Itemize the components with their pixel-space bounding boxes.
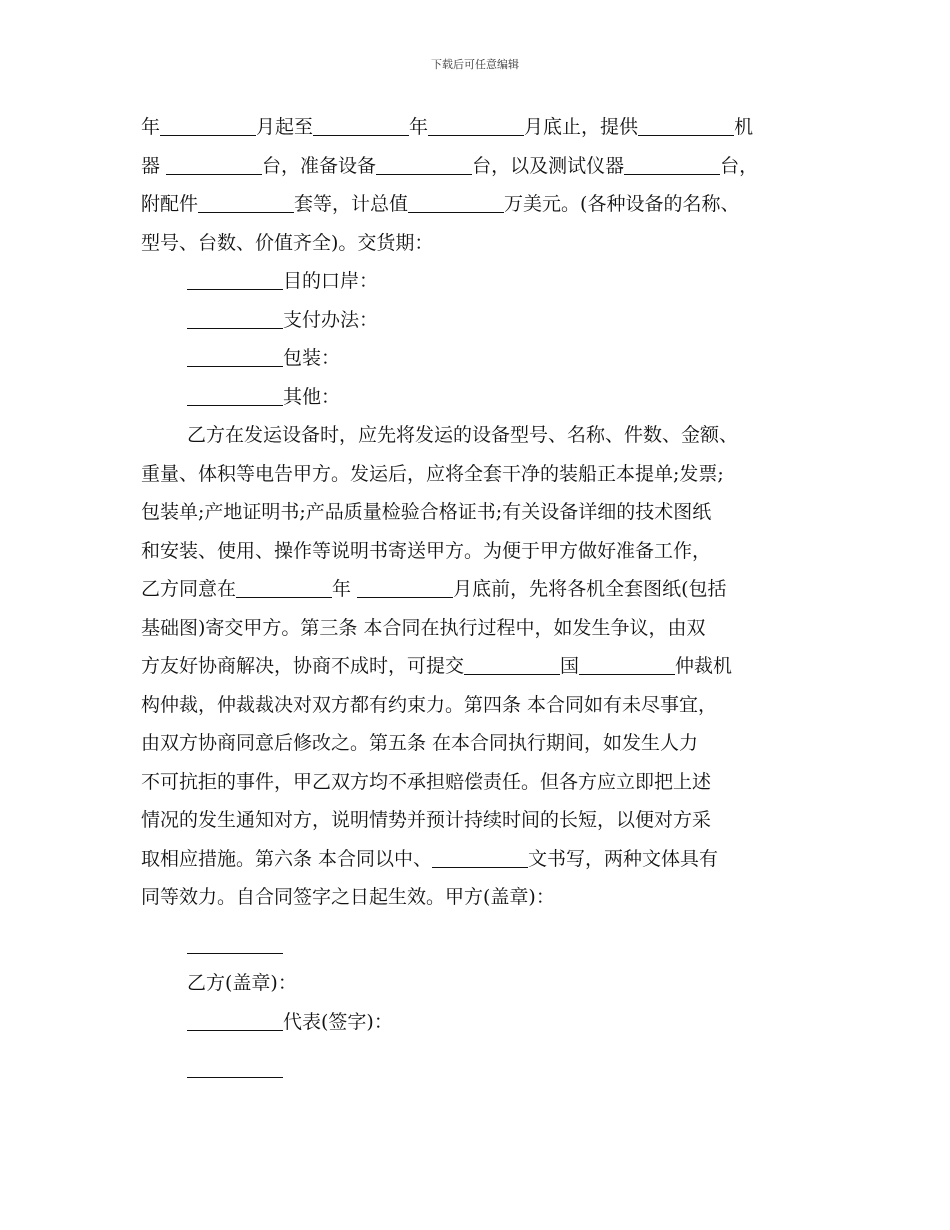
text-line: 乙方在发运设备时，应先将发运的设备型号、名称、件数、金额、 bbox=[187, 424, 739, 446]
fill-in-blank bbox=[638, 134, 734, 136]
text-line: 型号、台数、价值齐全)。交货期： bbox=[141, 231, 434, 254]
text-line: 支付办法： bbox=[141, 301, 809, 340]
text-line: 基础图)寄交甲方。第三条 本合同在执行过程中，如发生争议，由双 bbox=[141, 616, 706, 639]
text-line: 代表(签字)： bbox=[141, 1003, 809, 1042]
fill-in-blank bbox=[428, 134, 524, 136]
fill-in-blank bbox=[166, 173, 262, 175]
fill-in-blank bbox=[579, 673, 675, 675]
text-line: 和安装、使用、操作等说明书寄送甲方。为便于甲方做好准备工作， bbox=[141, 539, 712, 562]
text-line: 目的口岸： bbox=[141, 262, 809, 301]
text-line: 其他： bbox=[141, 378, 809, 417]
fill-in-blank bbox=[236, 596, 332, 598]
fill-in-blank bbox=[187, 952, 283, 954]
fill-in-blank bbox=[187, 404, 283, 406]
text-line: 乙方同意在 年 月底前，先将各机全套图纸(包括 bbox=[141, 578, 727, 600]
text-line: 重量、体积等电告甲方。发运后，应将全套干净的装船正本提单;发票; bbox=[141, 462, 724, 485]
fill-in-blank bbox=[187, 288, 283, 290]
text-line: 取相应措施。第六条 本合同以中、 文书写，两种文体具有 bbox=[141, 847, 719, 870]
fill-in-blank bbox=[624, 173, 720, 175]
spacer bbox=[141, 1041, 809, 1050]
text-line bbox=[141, 1050, 809, 1089]
text-line: 不可抗拒的事件，甲乙双方均不承担赔偿责任。但各方应立即把上述 bbox=[141, 770, 712, 793]
text-line: 年 月起至 年 月底止，提供 机 bbox=[141, 116, 754, 138]
fill-in-blank bbox=[464, 673, 560, 675]
text-line: 构仲裁，仲裁裁决对双方都有约束力。第四条 本合同如有未尽事宜， bbox=[141, 693, 718, 716]
text-line: 方友好协商解决，协商不成时，可提交 国 仲裁机 bbox=[141, 655, 733, 677]
text-line: 同等效力。自合同签字之日起生效。甲方(盖章)： bbox=[141, 886, 555, 908]
fill-in-blank bbox=[160, 134, 256, 136]
page-header: 下载后可任意编辑 bbox=[431, 58, 519, 71]
fill-in-blank bbox=[357, 596, 453, 598]
fill-in-blank bbox=[313, 134, 409, 136]
fill-in-blank bbox=[408, 211, 504, 213]
text-line: 包装单;产地证明书;产品质量检验合格证书;有关设备详细的技术图纸 bbox=[141, 501, 712, 523]
fill-in-blank bbox=[187, 1076, 283, 1078]
text-line: 器 台，准备设备 台，以及测试仪器 台， bbox=[141, 154, 759, 177]
text-line: 情况的发生通知对方，说明情势并预计持续时间的长短，以便对方采 bbox=[141, 809, 712, 831]
contract-body bbox=[141, 108, 809, 1089]
spacer bbox=[141, 917, 809, 926]
fill-in-blank bbox=[187, 327, 283, 329]
text-line: 由双方协商同意后修改之。第五条 在本合同执行期间，如发生人力 bbox=[141, 732, 699, 754]
fill-in-blank bbox=[432, 866, 528, 868]
text-line: 附配件 套等，计总值 万美元。(各种设备的名称、 bbox=[141, 193, 740, 215]
text-line: 包装： bbox=[141, 339, 809, 378]
fill-in-blank bbox=[187, 365, 283, 367]
text-line: 乙方(盖章)： bbox=[187, 972, 297, 994]
text-line bbox=[141, 926, 809, 965]
fill-in-blank bbox=[198, 211, 294, 213]
fill-in-blank bbox=[376, 173, 472, 175]
fill-in-blank bbox=[187, 1029, 283, 1031]
